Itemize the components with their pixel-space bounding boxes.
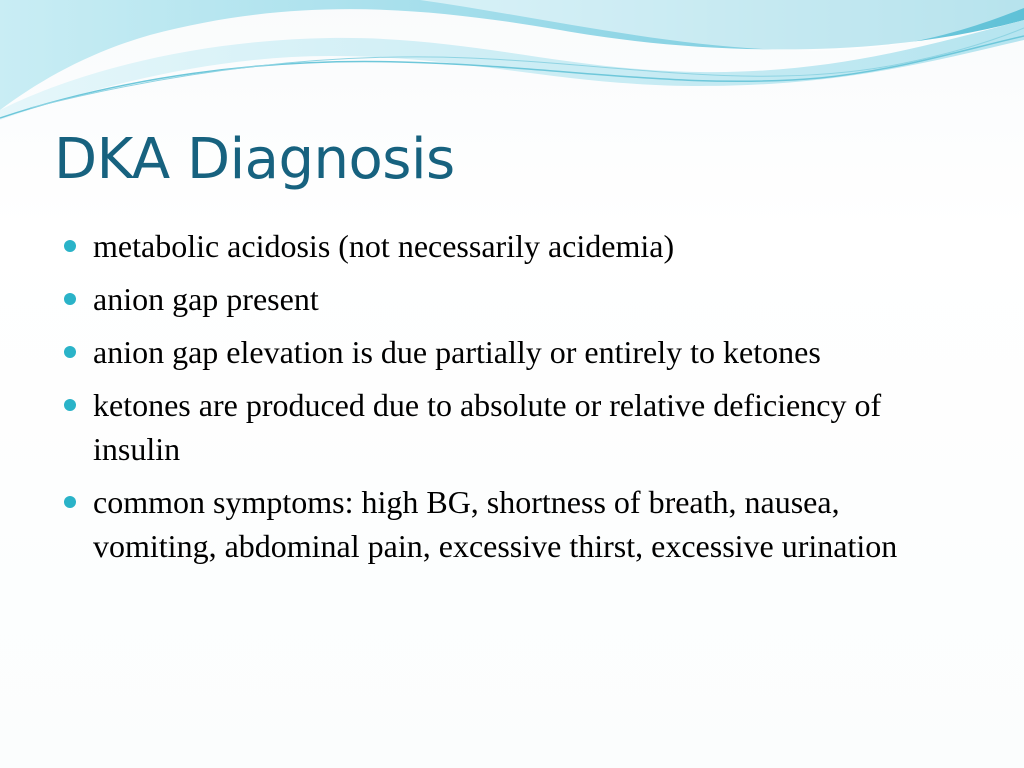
bullet-dot-icon: [64, 346, 76, 358]
wave-header-decoration: [0, 0, 1024, 130]
bullet-text: anion gap elevation is due partially or entirely to ketones: [93, 334, 821, 370]
bullet-text: ketones are produced due to absolute or relative deficiency of insulin: [93, 387, 882, 467]
bullet-item: [62, 330, 962, 374]
wave-line-1: [0, 36, 1024, 118]
bullet-text: common symptoms: high BG, shortness of breath, nausea, vomiting, abdominal pain, excessive thirst, excessive urination: [93, 484, 898, 564]
bullet-text: metabolic acidosis (not necessarily acidemia): [93, 228, 675, 264]
bullet-text: anion gap present: [93, 281, 319, 317]
slide-title: DKA Diagnosis: [54, 127, 455, 192]
bullet-item: [62, 383, 962, 471]
bullet-dot-icon: [64, 496, 76, 508]
bullet-item: [62, 224, 962, 268]
bullet-list: [62, 224, 962, 577]
wave-highlight: [420, 0, 1024, 50]
bullet-dot-icon: [64, 293, 76, 305]
bullet-dot-icon: [64, 399, 76, 411]
bullet-item: [62, 277, 962, 321]
bullet-item: [62, 480, 962, 568]
bullet-dot-icon: [64, 240, 76, 252]
